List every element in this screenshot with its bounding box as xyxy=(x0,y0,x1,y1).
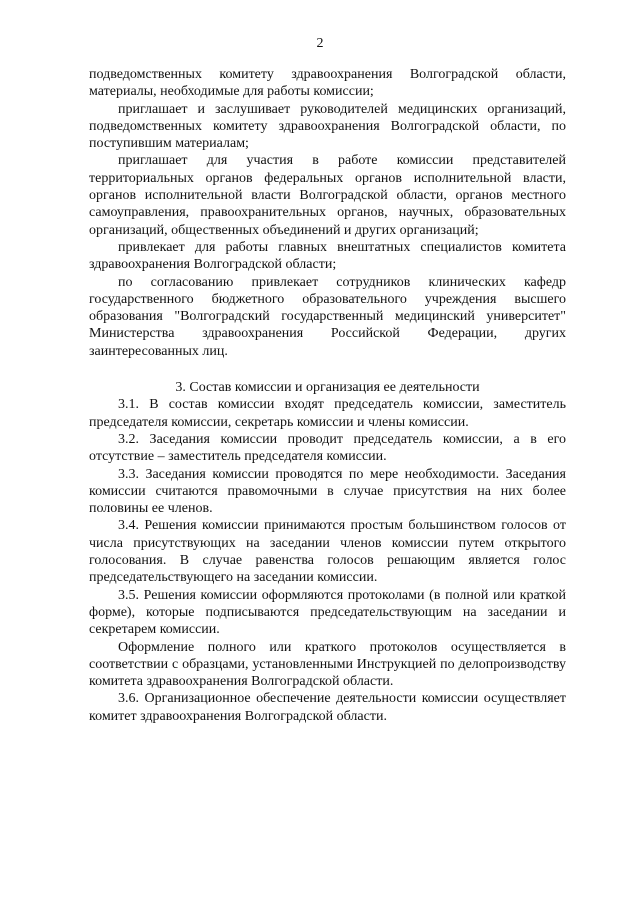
paragraph-engages-university-staff: по согласованию привлекает сотрудников клинических кафедр государственного бюджетного образовательного учреждения высшего образования "Волгоградский государственный медицинский университет" Министерства здравоохранения Российской Федерации, других заинтересованных лиц. xyxy=(89,274,566,359)
clause-3-3: 3.3. Заседания комиссии проводятся по мере необходимости. Заседания комиссии считаются правомочными в случае присутствия на них более половины ее членов. xyxy=(89,466,566,517)
section-title: 3. Состав комиссии и организация ее деятельности xyxy=(175,380,480,396)
clause-3-4: 3.4. Решения комиссии принимаются простым большинством голосов от числа присутствующих на заседании членов комиссии путем открытого голосования. В случае равенства голосов решающим является голос председательствующего на заседании комиссии. xyxy=(89,518,566,586)
paragraph-engages-specialists: привлекает для работы главных внештатных специалистов комитета здравоохранения Волгоградской области; xyxy=(89,239,566,273)
clause-3-5-protocol-format: Оформление полного или краткого протоколов осуществляется в соответствии с образцами, установленными Инструкцией по делопроизводству комитета здравоохранения Волгоградской области. xyxy=(89,639,566,690)
paragraph-invites-representatives: приглашает для участия в работе комиссии представителей территориальных органов федеральных органов исполнительной власти, органов исполнительной власти Волгоградской области, органов местного самоуправления, правоохранительных органов, научных, образовательных организаций, общественных объединений и других организаций; xyxy=(89,153,566,238)
clause-3-5: 3.5. Решения комиссии оформляются протоколами (в полной или краткой форме), которые подписываются председательствующим на заседании и секретарем комиссии. xyxy=(89,587,566,638)
clause-3-6: 3.6. Организационное обеспечение деятельности комиссии осуществляет комитет здравоохранения Волгоградской области. xyxy=(89,691,566,724)
section-gap xyxy=(89,360,566,379)
document-body xyxy=(89,66,566,725)
paragraph-continued: подведомственных комитету здравоохранения Волгоградской области, материалы, необходимые для работы комиссии; xyxy=(89,67,566,100)
page-number: 2 xyxy=(316,36,324,51)
clause-3-1: 3.1. В состав комиссии входят председатель комиссии, заместитель председателя комиссии, секретарь комиссии и члены комиссии. xyxy=(89,397,566,430)
paragraph-invites-heads: приглашает и заслушивает руководителей медицинских организаций, подведомственных комитету здравоохранения Волгоградской области, по поступившим материалам; xyxy=(89,101,566,152)
clause-3-2: 3.2. Заседания комиссии проводит председатель комиссии, а в его отсутствие – заместитель председателя комиссии. xyxy=(89,431,566,465)
